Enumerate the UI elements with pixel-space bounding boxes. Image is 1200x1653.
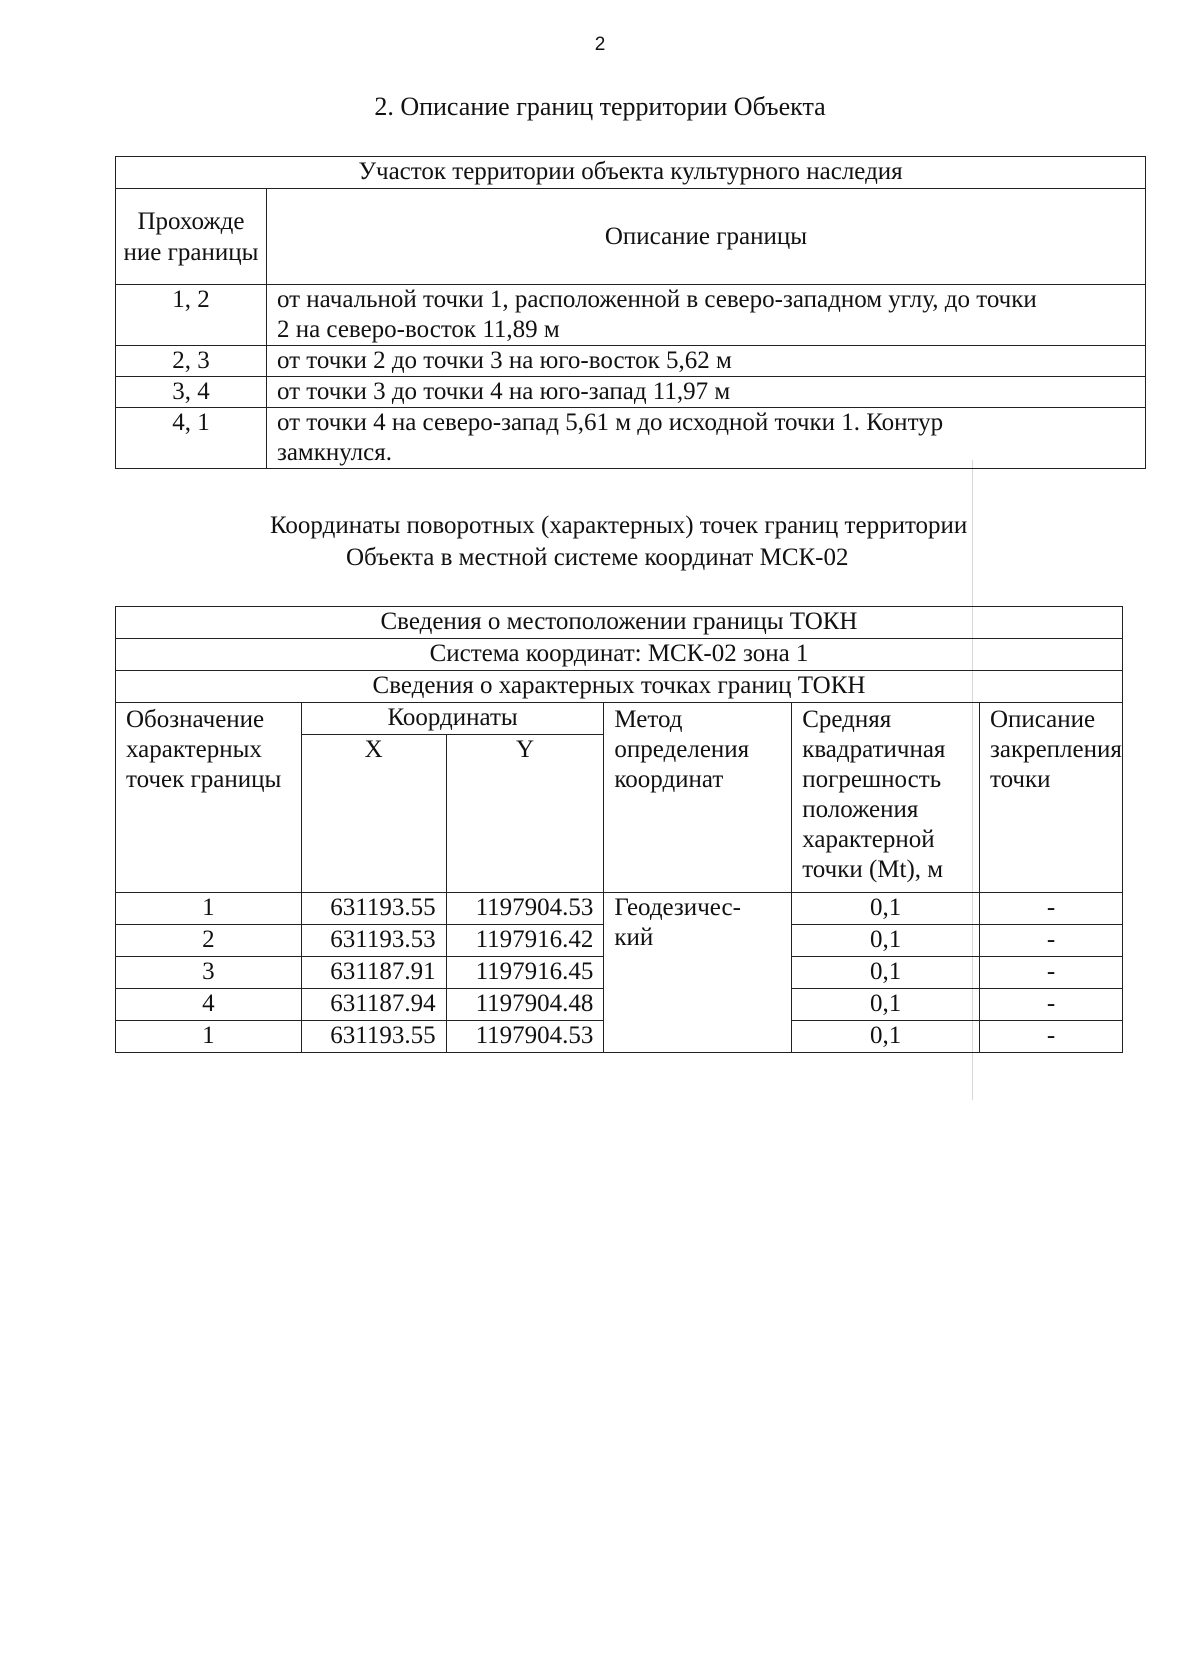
point-fixing: - [979,957,1122,989]
boundary-row-description: от начальной точки 1, расположенной в северо-западном углу, до точки 2 на северо-восток 11,89 м [266,285,1145,346]
boundary-row-points: 4, 1 [116,408,267,469]
coordinates-title-line1: Координаты поворотных (характерных) точек границ территории [270,512,968,539]
boundary-table [115,156,1146,469]
point-x: 631193.53 [301,925,446,957]
col-error-header: Средняя квадратичная погрешность положения характерной точки (Mt), м [792,703,980,893]
point-fixing: - [979,1021,1122,1053]
point-y: 1197916.45 [446,957,604,989]
col-fixing-header: Описание закрепления точки [979,703,1122,893]
point-x: 631193.55 [301,1021,446,1053]
header-points-info: Сведения о характерных точках границ ТОКН [116,671,1123,703]
point-fixing: - [979,925,1122,957]
point-id: 4 [116,989,302,1021]
header-location: Сведения о местоположении границы ТОКН [116,607,1123,639]
point-mt: 0,1 [792,989,980,1021]
point-y: 1197904.53 [446,893,604,925]
section-title: 2. Описание границ территории Объекта [374,92,826,121]
col-x-header: X [301,735,446,893]
boundary-row-points: 1, 2 [116,285,267,346]
coordinates-table [115,606,1123,1053]
point-id: 3 [116,957,302,989]
point-mt: 0,1 [792,893,980,925]
point-y: 1197904.48 [446,989,604,1021]
method-value: Геодезичес-кий [604,893,792,1053]
boundary-row-points: 2, 3 [116,346,267,377]
point-id: 1 [116,1021,302,1053]
boundary-row-points: 3, 4 [116,377,267,408]
col-passage-header: Прохожде ние границы [116,189,267,285]
point-x: 631193.55 [301,893,446,925]
col-description-header: Описание границы [266,189,1145,285]
point-mt: 0,1 [792,957,980,989]
col-method-header: Метод определения координат [604,703,792,893]
boundary-row-description: от точки 4 на северо-запад 5,61 м до исходной точки 1. Контур замкнулся. [266,408,1145,469]
point-y: 1197916.42 [446,925,604,957]
point-fixing: - [979,989,1122,1021]
point-x: 631187.94 [301,989,446,1021]
point-x: 631187.91 [301,957,446,989]
point-id: 1 [116,893,302,925]
page-number: 2 [594,34,606,55]
boundary-row-description: от точки 3 до точки 4 на юго-запад 11,97 м [266,377,1145,408]
point-fixing: - [979,893,1122,925]
col-designation-header: Обозначение характерных точек границы [116,703,302,893]
col-coordinates-header: Координаты [301,703,604,735]
boundary-table-caption: Участок территории объекта культурного наследия [116,157,1146,189]
coordinates-title-line2: Объекта в местной системе координат МСК-02 [346,544,849,571]
col-y-header: Y [446,735,604,893]
point-y: 1197904.53 [446,1021,604,1053]
point-mt: 0,1 [792,1021,980,1053]
point-id: 2 [116,925,302,957]
point-mt: 0,1 [792,925,980,957]
boundary-row-description: от точки 2 до точки 3 на юго-восток 5,62 м [266,346,1145,377]
header-coordinate-system: Система координат: МСК-02 зона 1 [116,639,1123,671]
